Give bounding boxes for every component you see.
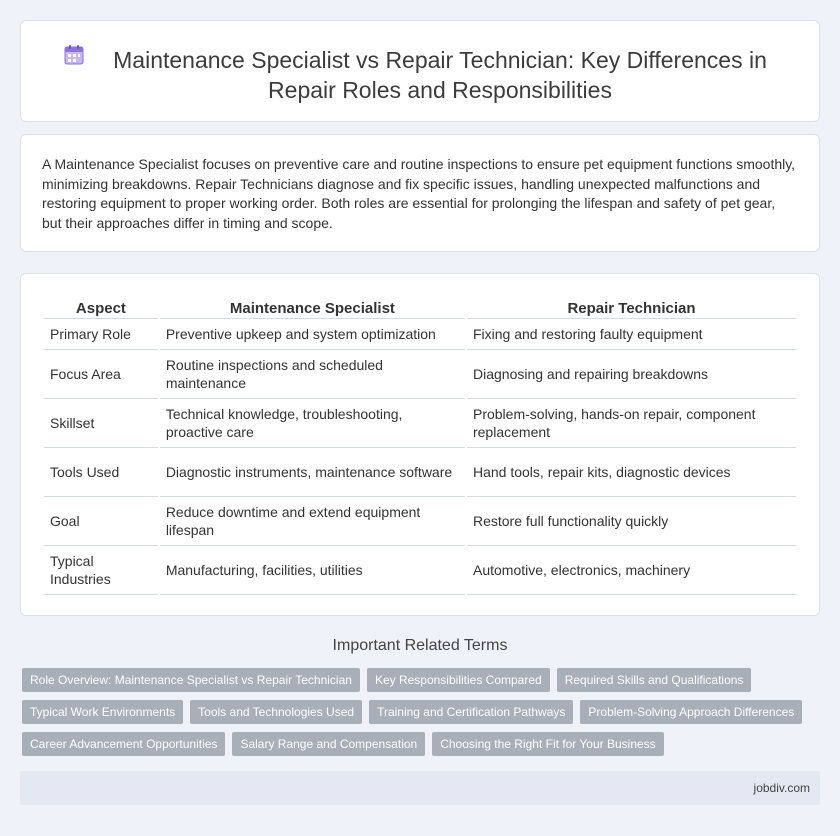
- aspect-cell: Skillset: [44, 399, 158, 448]
- comparison-card: [20, 273, 820, 616]
- header-repair-technician: Repair Technician: [467, 295, 796, 319]
- comparison-table: [42, 295, 798, 595]
- maintenance-cell: Diagnostic instruments, maintenance software: [160, 448, 465, 497]
- tag-row: [22, 732, 822, 756]
- table-row: [44, 497, 796, 546]
- tag-required-skills[interactable]: Required Skills and Qualifications: [557, 668, 752, 692]
- table-row: [44, 448, 796, 497]
- tag-role-overview[interactable]: Role Overview: Maintenance Specialist vs Repair Technician: [22, 668, 360, 692]
- aspect-cell: Focus Area: [44, 350, 158, 399]
- related-terms-title: Important Related Terms: [332, 637, 508, 654]
- repair-cell: Restore full functionality quickly: [467, 497, 796, 546]
- tag-career-advancement[interactable]: Career Advancement Opportunities: [22, 732, 225, 756]
- tag-work-environments[interactable]: Typical Work Environments: [22, 700, 183, 724]
- maintenance-cell: Routine inspections and scheduled maintenance: [160, 350, 465, 399]
- page-title: Maintenance Specialist vs Repair Technician: Key Differences in Repair Roles and Responsibilities: [113, 47, 767, 103]
- maintenance-cell: Preventive upkeep and system optimization: [160, 319, 465, 350]
- tag-right-fit[interactable]: Choosing the Right Fit for Your Business: [432, 732, 663, 756]
- related-terms-tags: [22, 668, 822, 764]
- repair-cell: Automotive, electronics, machinery: [467, 546, 796, 595]
- aspect-cell: Goal: [44, 497, 158, 546]
- tag-key-responsibilities[interactable]: Key Responsibilities Compared: [367, 668, 550, 692]
- footer: [20, 771, 820, 805]
- tag-row: [22, 700, 822, 724]
- table-row: [44, 399, 796, 448]
- maintenance-cell: Reduce downtime and extend equipment lifespan: [160, 497, 465, 546]
- intro-paragraph: A Maintenance Specialist focuses on preventive care and routine inspections to ensure pet equipment functions smoothly, minimizing breakdowns. Repair Technicians diagnose and fix specific issues, handling unexpected malfunctions and restoring equipment to proper working order. Both roles are essential for prolonging the lifespan and safety of pet gear, but their approaches differ in timing and scope.: [42, 156, 796, 231]
- aspect-cell: Primary Role: [44, 319, 158, 350]
- intro-card: [20, 134, 820, 252]
- maintenance-cell: Manufacturing, facilities, utilities: [160, 546, 465, 595]
- tag-problem-solving[interactable]: Problem-Solving Approach Differences: [580, 700, 802, 724]
- aspect-cell: Typical Industries: [44, 546, 158, 595]
- header-maintenance-specialist: Maintenance Specialist: [160, 295, 465, 319]
- table-header-row: [44, 295, 796, 319]
- maintenance-cell: Technical knowledge, troubleshooting, proactive care: [160, 399, 465, 448]
- table-row: [44, 546, 796, 595]
- table-row: [44, 319, 796, 350]
- repair-cell: Hand tools, repair kits, diagnostic devices: [467, 448, 796, 497]
- header-aspect: Aspect: [44, 295, 158, 319]
- repair-cell: Fixing and restoring faulty equipment: [467, 319, 796, 350]
- table-row: [44, 350, 796, 399]
- tag-training-certification[interactable]: Training and Certification Pathways: [369, 700, 573, 724]
- tag-salary-range[interactable]: Salary Range and Compensation: [232, 732, 425, 756]
- footer-site-link[interactable]: jobdiv.com: [753, 781, 810, 795]
- tag-tools-technologies[interactable]: Tools and Technologies Used: [190, 700, 362, 724]
- aspect-cell: Tools Used: [44, 448, 158, 497]
- title-card: [20, 20, 820, 122]
- tag-row: [22, 668, 822, 692]
- repair-cell: Diagnosing and repairing breakdowns: [467, 350, 796, 399]
- repair-cell: Problem-solving, hands-on repair, component replacement: [467, 399, 796, 448]
